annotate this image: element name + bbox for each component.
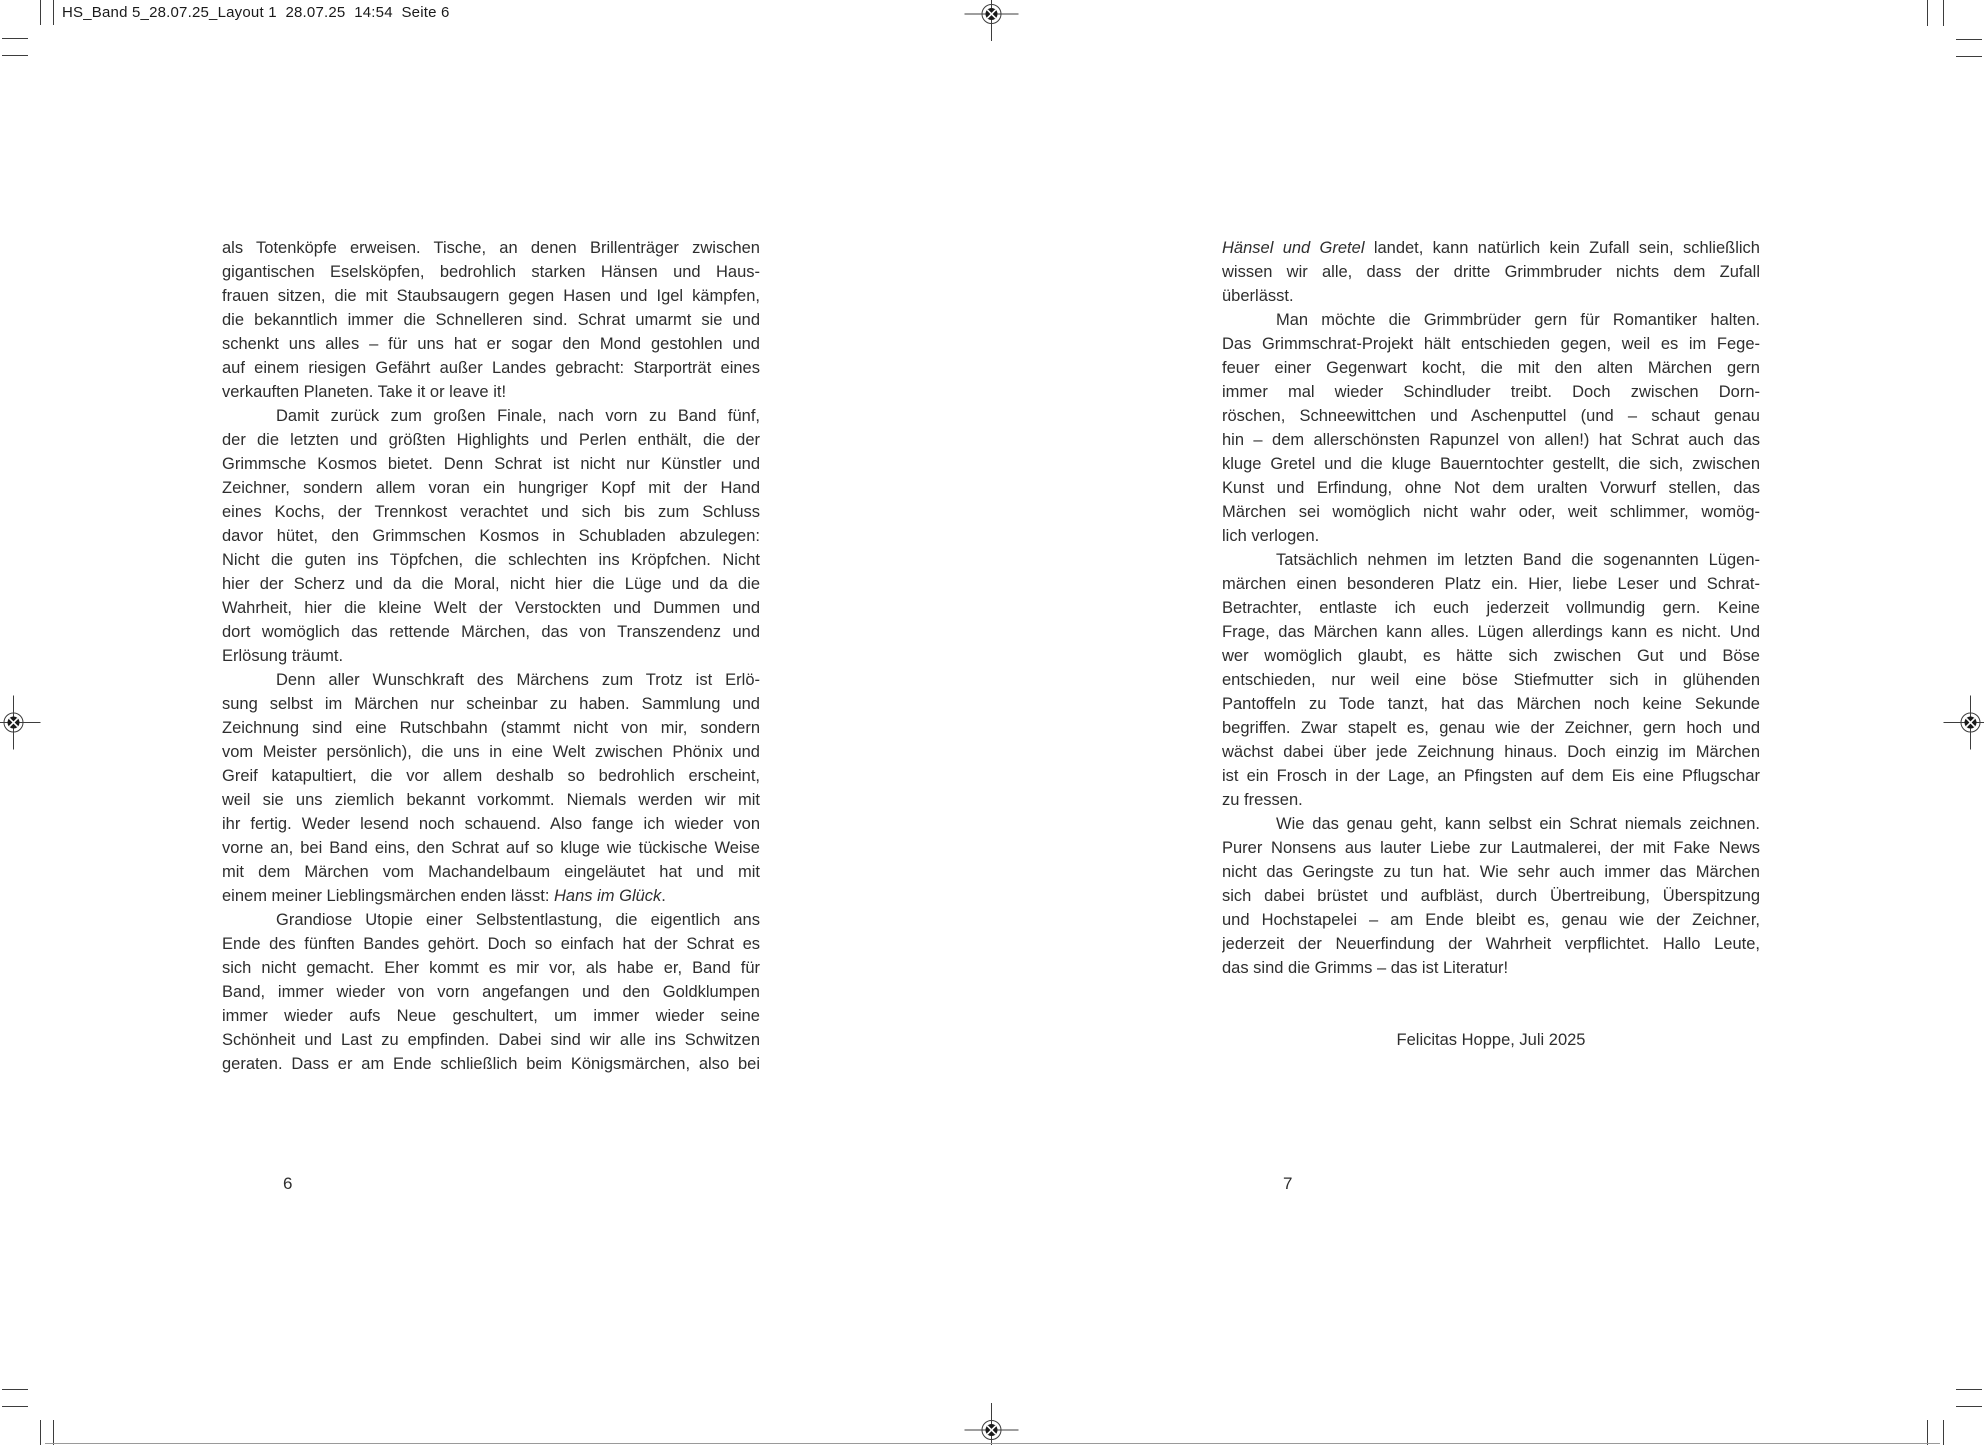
text-line: Band, immer wieder von vorn angefangen und den Goldklumpen bbox=[222, 983, 760, 1001]
text-line: röschen, Schneewittchen und Aschenputtel (und – schaut genau bbox=[1222, 407, 1760, 425]
text-line: davor hütet, den Grimmschen Kosmos in Schubladen abzulegen: bbox=[222, 527, 760, 545]
text-line: vom Meister persönlich), die uns in eine Welt zwischen Phönix und bbox=[222, 743, 760, 761]
text-line: Greif katapultiert, die vor allem deshalb so bedrohlich erscheint, bbox=[222, 767, 760, 785]
paragraph bbox=[1222, 812, 1760, 980]
registration-mark-right-icon bbox=[1944, 696, 1984, 750]
paragraph bbox=[222, 908, 760, 1076]
text-line: Schönheit und Last zu empfinden. Dabei sind wir alle ins Schwitzen bbox=[222, 1031, 760, 1049]
text-line: hin – dem allerschönsten Rapunzel von allen!) hat Schrat auch das bbox=[1222, 431, 1760, 449]
text-line: das sind die Grimms – das ist Literatur! bbox=[1222, 959, 1509, 977]
text-line: gigantischen Eselsköpfen, bedrohlich starken Hänsen und Haus- bbox=[222, 263, 760, 281]
text-line: märchen einen besonderen Platz ein. Hier, liebe Leser und Schrat- bbox=[1222, 575, 1760, 593]
text-line: sung selbst im Märchen nur scheinbar zu haben. Sammlung und bbox=[222, 695, 760, 713]
text-line: die bekanntlich immer die Schnelleren sind. Schrat umarmt sie und bbox=[222, 311, 760, 329]
text-line: wer womöglich glaubt, es hätte sich zwischen Gut und Böse bbox=[1222, 647, 1760, 665]
text-line: ist ein Frosch in der Lage, an Pfingsten auf dem Eis eine Pflugschar bbox=[1222, 767, 1760, 785]
text-line: Zeichnung sind eine Rutschbahn (stammt nicht von mir, sondern bbox=[222, 719, 760, 737]
text-line: sich nicht gemacht. Eher kommt es mir vor, als habe er, Band für bbox=[222, 959, 760, 977]
text-line: Man möchte die Grimmbrüder gern für Romantiker halten. bbox=[1276, 311, 1760, 329]
text-line: Betrachter, entlaste ich euch jederzeit vollmundig gern. Keine bbox=[1222, 599, 1760, 617]
crop-mark-top-right bbox=[1928, 0, 1983, 57]
text-column-left bbox=[222, 236, 760, 1076]
text-line: Das Grimmschrat-Projekt hält entschieden gegen, weil es im Fege- bbox=[1222, 335, 1760, 353]
text-line: wächst dabei über jede Zeichnung hinaus. Doch einzig im Märchen bbox=[1222, 743, 1760, 761]
text-line: Ende des fünften Bandes gehört. Doch so einfach hat der Schrat es bbox=[222, 935, 760, 953]
text-line: Wie das genau geht, kann selbst ein Schrat niemals zeichnen. bbox=[1276, 815, 1760, 833]
author-signature: Felicitas Hoppe, Juli 2025 bbox=[1396, 1031, 1586, 1049]
text-line: Märchen sei womöglich nicht wahr oder, weit schlimmer, womög- bbox=[1222, 503, 1760, 521]
slug-line: HS_Band 5_28.07.25_Layout 1 28.07.25 14:54 Seite 6 bbox=[62, 4, 450, 21]
paragraph bbox=[1222, 308, 1760, 548]
text-line: als Totenköpfe erweisen. Tische, an denen Brillenträger zwischen bbox=[222, 239, 760, 257]
crop-mark-bottom-left bbox=[2, 1390, 54, 1445]
text-line: begriffen. Zwar stapelt es, genau wie der Zeichner, gern hoch und bbox=[1222, 719, 1760, 737]
text-line: der die letzten und größten Highlights und Perlen enthält, die der bbox=[222, 431, 760, 449]
text-line: Frage, das Märchen kann alles. Lügen allerdings kann es nicht. Und bbox=[1222, 623, 1760, 641]
text-line: Grimmsche Kosmos bietet. Denn Schrat ist nicht nur Künstler und bbox=[222, 455, 760, 473]
registration-mark-top-icon bbox=[965, 0, 1019, 41]
text-line: frauen sitzen, die mit Staubsaugern gegen Hasen und Igel kämpfen, bbox=[222, 287, 760, 305]
paragraph bbox=[222, 404, 760, 668]
text-line: Erlösung träumt. bbox=[222, 647, 344, 665]
page-number-left: 6 bbox=[283, 1174, 293, 1193]
text-line: dort womöglich das rettende Märchen, das von Transzendenz und bbox=[222, 623, 760, 641]
text-line: Damit zurück zum großen Finale, nach vorn zu Band fünf, bbox=[276, 407, 760, 425]
text-line: Grandiose Utopie einer Selbstentlastung, die eigentlich ans bbox=[276, 911, 760, 929]
text-line: einem meiner Lieblingsmärchen enden lässt: Hans im Glück. bbox=[222, 887, 666, 905]
text-line: Kunst und Erfindung, ohne Not dem uralten Vorwurf stellen, das bbox=[1222, 479, 1760, 497]
text-line: und Hochstapelei – am Ende bleibt es, genau wie der Zeichner, bbox=[1222, 911, 1760, 929]
text-line: Denn aller Wunschkraft des Märchens zum Trotz ist Erlö- bbox=[276, 671, 760, 689]
text-line: jederzeit der Neuerfindung der Wahrheit verpflichtet. Hallo Leute, bbox=[1222, 935, 1760, 953]
text-line: auf einem riesigen Gefährt außer Landes gebracht: Starporträt eines bbox=[222, 359, 760, 377]
text-line: verkauften Planeten. Take it or leave it! bbox=[222, 383, 507, 401]
text-line: Tatsächlich nehmen im letzten Band die sogenannten Lügen- bbox=[1276, 551, 1760, 569]
text-line: Pantoffeln zu Tode tanzt, hat das Märchen noch keine Sekunde bbox=[1222, 695, 1760, 713]
page-number-right: 7 bbox=[1283, 1174, 1293, 1193]
text-line: feuer einer Gegenwart kocht, die mit den alten Märchen gern bbox=[1222, 359, 1760, 377]
crop-mark-bottom-right bbox=[1928, 1390, 1983, 1445]
text-line: geraten. Dass er am Ende schließlich beim Königsmärchen, also bei bbox=[222, 1055, 760, 1073]
text-line: Nicht die guten ins Töpfchen, die schlechten ins Kröpfchen. Nicht bbox=[222, 551, 760, 569]
text-line: zu fressen. bbox=[1222, 791, 1303, 809]
text-line: Purer Nonsens aus lauter Liebe zur Lautmalerei, der mit Fake News bbox=[1222, 839, 1760, 857]
text-line: immer wieder aufs Neue geschultert, um immer wieder seine bbox=[222, 1007, 760, 1025]
text-line: Zeichner, sondern allem voran ein hungriger Kopf mit der Hand bbox=[222, 479, 760, 497]
text-line: wissen wir alle, dass der dritte Grimmbruder nichts dem Zufall bbox=[1222, 263, 1760, 281]
registration-mark-left-icon bbox=[0, 696, 41, 750]
registration-mark-bottom-icon bbox=[965, 1403, 1019, 1445]
text-line: schenkt uns alles – für uns hat er sogar den Mond gestohlen und bbox=[222, 335, 760, 353]
text-line: nicht das Geringste zu tun hat. Wie sehr auch immer das Märchen bbox=[1222, 863, 1760, 881]
text-line: weil sie uns ziemlich bekannt vorkommt. Niemals werden wir mit bbox=[222, 791, 760, 809]
paragraph bbox=[1222, 236, 1760, 308]
text-line: überlässt. bbox=[1222, 287, 1294, 305]
paragraph bbox=[222, 668, 760, 908]
paragraph bbox=[1222, 548, 1760, 812]
text-line: Hänsel und Gretel landet, kann natürlich kein Zufall sein, schließlich bbox=[1222, 239, 1760, 257]
text-line: immer mal wieder Schindluder treibt. Doch zwischen Dorn- bbox=[1222, 383, 1760, 401]
text-line: kluge Gretel und die kluge Bauerntochter gestellt, die sich, zwischen bbox=[1222, 455, 1760, 473]
text-line: mit dem Märchen vom Machandelbaum eingeläutet hat und mit bbox=[222, 863, 760, 881]
text-line: ihr fertig. Weder lesend noch schauend. Also fange ich wieder von bbox=[222, 815, 760, 833]
text-line: lich verlogen. bbox=[1222, 527, 1320, 545]
text-line: Wahrheit, hier die kleine Welt der Verstockten und Dummen und bbox=[222, 599, 760, 617]
text-column-right bbox=[1222, 236, 1760, 980]
text-line: sich dabei brüstet und aufbläst, durch Übertreibung, Überspitzung bbox=[1222, 887, 1760, 905]
text-line: vorne an, bei Band eins, den Schrat auf so kluge wie tückische Weise bbox=[222, 839, 760, 857]
crop-mark-top-left bbox=[2, 0, 54, 56]
text-line: eines Kochs, der Trennkost verachtet und sich bis zum Schluss bbox=[222, 503, 760, 521]
text-line: hier der Scherz und da die Moral, nicht hier die Lüge und da die bbox=[222, 575, 760, 593]
paragraph bbox=[222, 236, 760, 404]
text-line: entschieden, nur weil eine böse Stiefmutter sich in glühenden bbox=[1222, 671, 1760, 689]
